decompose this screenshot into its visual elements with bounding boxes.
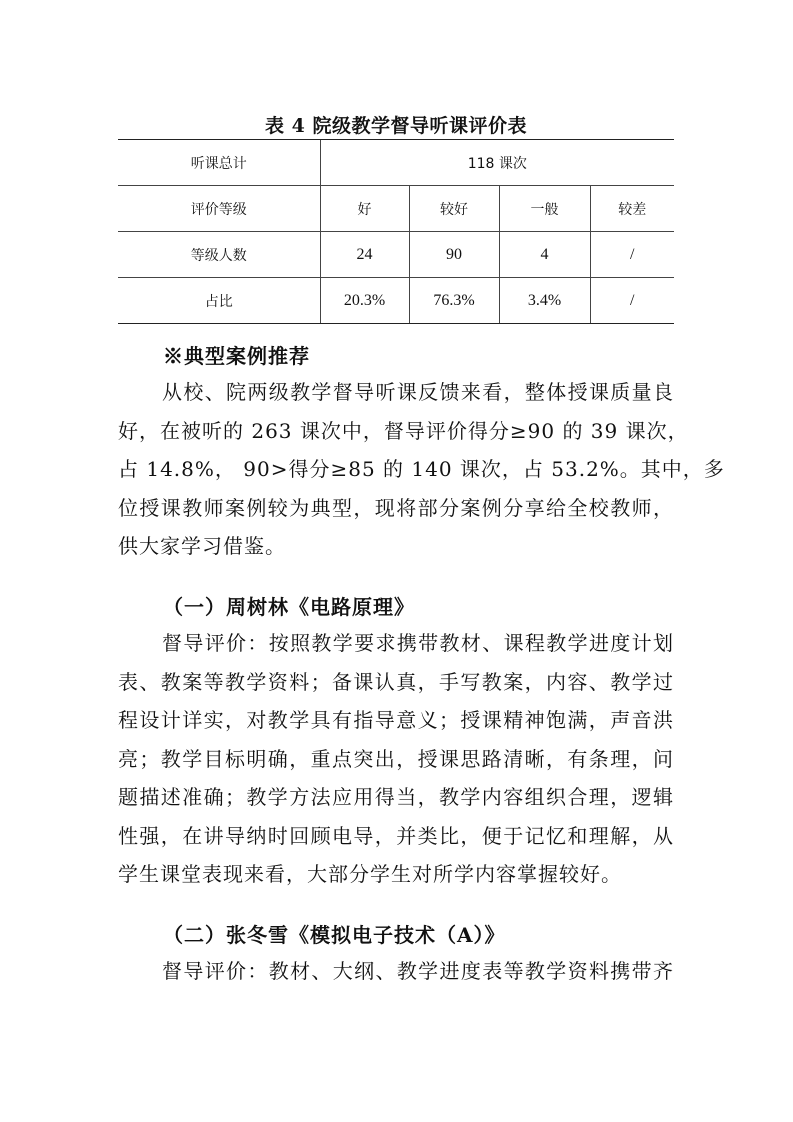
count-cell: 4: [499, 232, 590, 278]
paragraph-line: 性强，在讲导纳时回顾电导，并类比，便于记忆和理解，从: [118, 823, 674, 848]
paragraph-line: 好，在被听的 263 课次中，督导评价得分≥90 的 39 课次，: [118, 418, 689, 443]
table-caption: 表 4 院级教学督导听课评价表: [265, 115, 527, 137]
paragraph-line: 题描述准确；教学方法应用得当，教学内容组织合理，逻辑: [118, 785, 674, 809]
paragraph-line: 学生课堂表现来看，大部分学生对所学内容掌握较好。: [118, 862, 622, 886]
count-label: 等级人数: [118, 232, 320, 278]
case2-paragraph: [118, 952, 674, 991]
grade-cell: 较差: [590, 186, 674, 232]
count-cell: 90: [409, 232, 499, 278]
ratio-cell: /: [590, 278, 674, 324]
ratio-cell: 76.3%: [409, 278, 499, 324]
grade-cell: 较好: [409, 186, 499, 232]
paragraph-line: 从校、院两级教学督导听课反馈来看，整体授课质量良: [162, 380, 674, 404]
case1-paragraph: [118, 624, 674, 894]
paragraph-line: 位授课教师案例较为典型，现将部分案例分享给全校教师，: [118, 495, 674, 520]
paragraph-line: 供大家学习借鉴。: [118, 534, 286, 558]
paragraph-line: 表、教案等教学资料；备课认真，手写教案，内容、教学过: [118, 669, 674, 694]
section-heading: ※典型案例推荐: [163, 344, 310, 368]
ratio-label: 占比: [118, 278, 320, 324]
paragraph-line: 程设计详实，对教学具有指导意义；授课精神饱满，声音洪: [118, 708, 674, 732]
table-row: [118, 140, 674, 186]
count-cell: /: [590, 232, 674, 278]
total-label: 听课总计: [118, 140, 320, 186]
total-value: 118 课次: [320, 140, 674, 186]
evaluation-table: [118, 139, 674, 324]
case1-heading: （一）周树林《电路原理》: [163, 595, 415, 619]
table-row: [118, 186, 674, 232]
count-cell: 24: [320, 232, 409, 278]
ratio-cell: 3.4%: [499, 278, 590, 324]
grade-cell: 一般: [499, 186, 590, 232]
table-row: [118, 278, 674, 324]
paragraph-line: 督导评价：教材、大纲、教学进度表等教学资料携带齐: [162, 959, 674, 983]
intro-paragraph: [118, 373, 725, 566]
grade-cell: 好: [320, 186, 409, 232]
case2-heading: （二）张冬雪《模拟电子技术（A）》: [163, 923, 506, 947]
paragraph-line: 占 14.8%， 90>得分≥85 的 140 课次，占 53.2%。其中，多: [118, 457, 725, 481]
paragraph-line: 督导评价：按照教学要求携带教材、课程教学进度计划: [162, 631, 674, 655]
ratio-cell: 20.3%: [320, 278, 409, 324]
paragraph-line: 亮；教学目标明确，重点突出，授课思路清晰，有条理，问: [118, 746, 674, 771]
table-row: [118, 232, 674, 278]
grade-label: 评价等级: [118, 186, 320, 232]
